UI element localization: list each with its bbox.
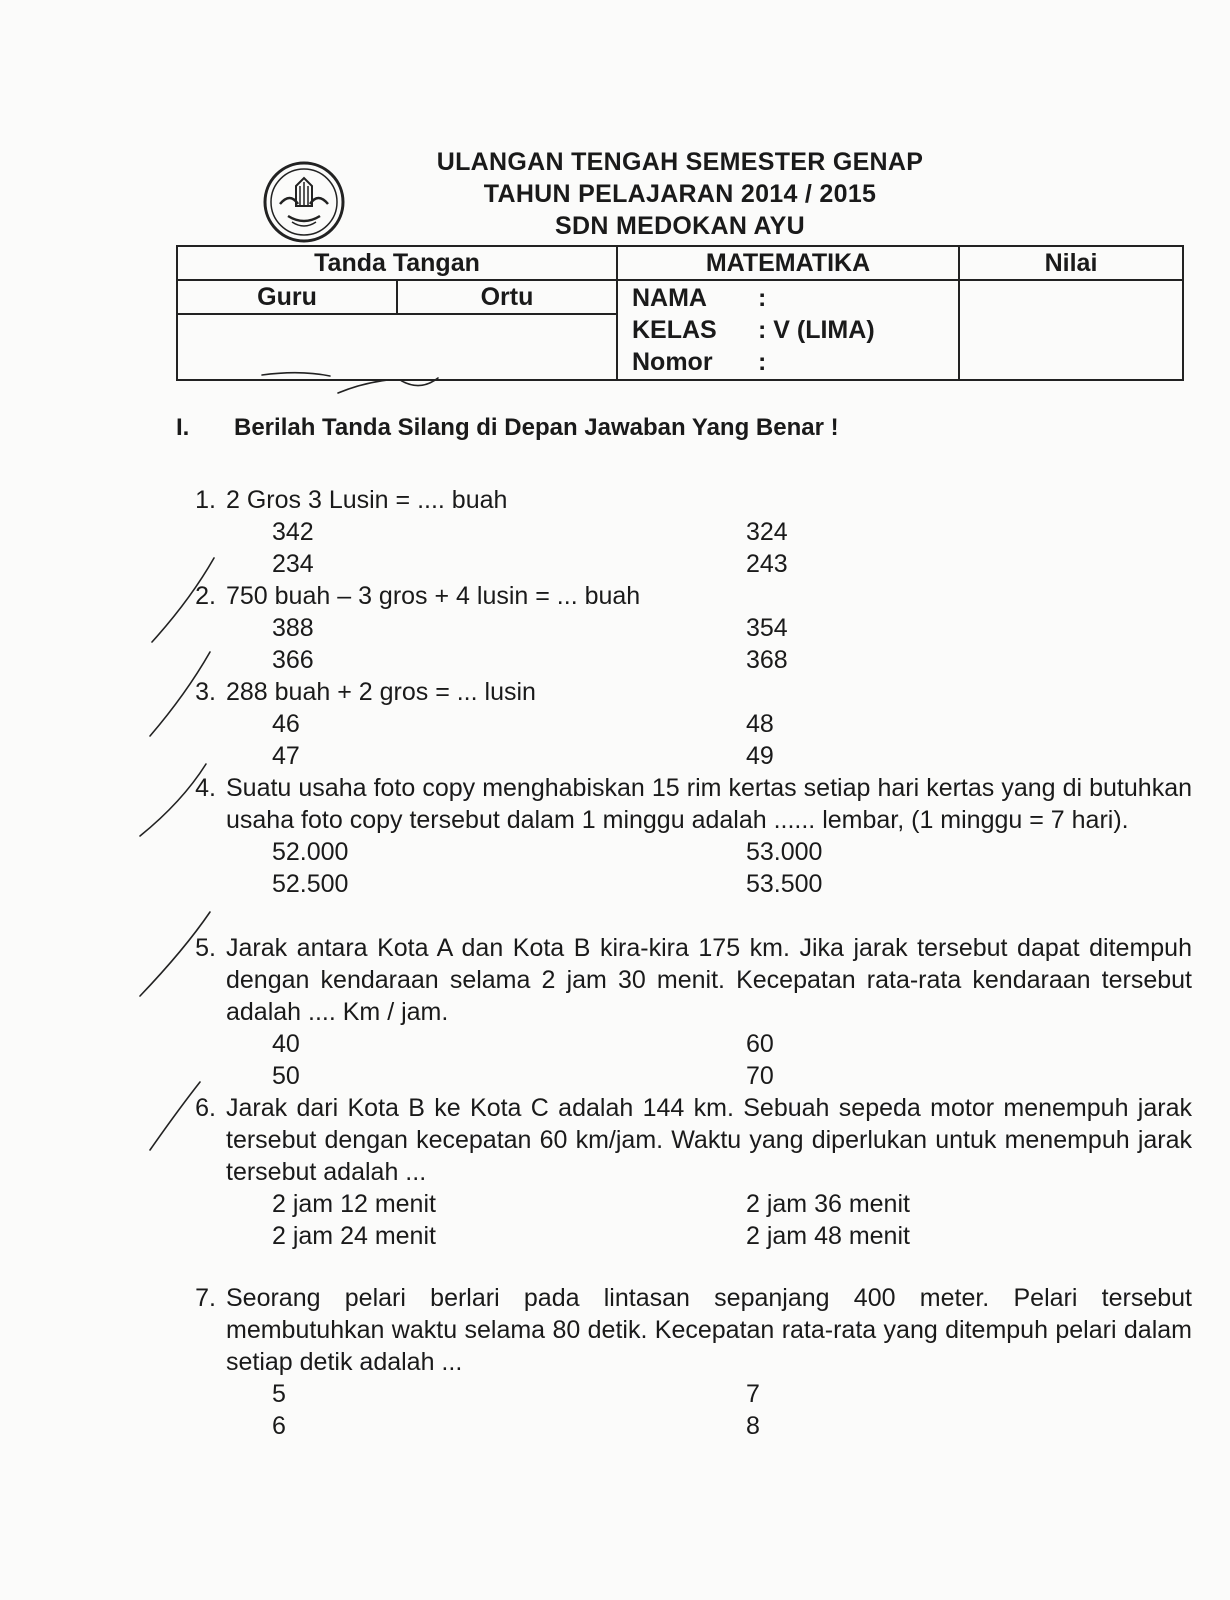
question-4 <box>176 772 1192 900</box>
question-7 <box>176 1282 1192 1442</box>
number-field[interactable]: : <box>758 347 767 376</box>
option[interactable]: 354 <box>746 614 788 642</box>
option[interactable]: 2 jam 12 menit <box>272 1190 436 1218</box>
question-3 <box>176 676 1192 772</box>
class-field[interactable]: : V (LIMA) <box>758 315 875 344</box>
question-1 <box>176 484 1192 580</box>
option[interactable]: 342 <box>272 518 314 546</box>
student-fields <box>617 280 959 380</box>
section-heading <box>176 414 839 442</box>
academic-year: TAHUN PELAJARAN 2014 / 2015 <box>483 180 877 208</box>
option[interactable]: 7 <box>746 1380 760 1408</box>
option[interactable]: 52.500 <box>272 870 349 898</box>
question-text: 288 buah + 2 gros = ... lusin <box>226 678 536 706</box>
exam-title: ULANGAN TENGAH SEMESTER GENAP <box>436 148 924 176</box>
question-text: 2 Gros 3 Lusin = .... buah <box>226 486 508 514</box>
student-info-table <box>176 245 1184 381</box>
question-text: Seorang pelari berlari pada lintasan sepanjang 400 meter. Pelari tersebut membutuhkan waktu selama 80 detik. Kecepatan rata-rata yang ditempuh pelari dalam setiap detik adalah ... <box>226 1284 1192 1376</box>
option[interactable]: 5 <box>272 1380 286 1408</box>
grade-box[interactable] <box>959 280 1183 380</box>
option[interactable]: 366 <box>272 646 314 674</box>
school-name: SDN MEDOKAN AYU <box>555 212 805 240</box>
option[interactable]: 53.000 <box>746 838 823 866</box>
question-2 <box>176 580 1192 676</box>
option[interactable]: 47 <box>272 742 300 770</box>
number-label: Nomor <box>632 347 713 376</box>
option[interactable]: 6 <box>272 1412 286 1440</box>
option[interactable]: 70 <box>746 1062 774 1090</box>
option[interactable]: 60 <box>746 1030 774 1058</box>
question-text: Jarak antara Kota A dan Kota B kira-kira 175 km. Jika jarak tersebut dapat ditempuh dengan kendaraan selama 2 jam 30 menit. Kecepatan rata-rata kendaraan tersebut adalah .... Km / jam. <box>226 934 1192 1026</box>
question-number: 2. <box>195 582 216 610</box>
option[interactable]: 388 <box>272 614 314 642</box>
option[interactable]: 234 <box>272 550 314 578</box>
option[interactable]: 8 <box>746 1412 760 1440</box>
question-text: Jarak dari Kota B ke Kota C adalah 144 km. Sebuah sepeda motor menempuh jarak tersebut dengan kecepatan 60 km/jam. Waktu yang diperlukan untuk menempuh jarak tersebut adalah ... <box>226 1094 1192 1186</box>
question-number: 5. <box>195 934 216 962</box>
question-number: 4. <box>195 774 216 802</box>
option[interactable]: 40 <box>272 1030 300 1058</box>
option[interactable]: 2 jam 24 menit <box>272 1222 436 1250</box>
option[interactable]: 2 jam 36 menit <box>746 1190 910 1218</box>
class-label: KELAS <box>632 315 717 344</box>
option[interactable]: 46 <box>272 710 300 738</box>
signature-box[interactable] <box>177 314 617 380</box>
name-field[interactable]: : <box>758 283 767 312</box>
grade-header: Nilai <box>959 246 1183 280</box>
question-text: Suatu usaha foto copy menghabiskan 15 rim kertas setiap hari kertas yang di butuhkan usaha foto copy tersebut dalam 1 minggu adalah ...... lembar, (1 minggu = 7 hari). <box>226 774 1192 834</box>
option[interactable]: 368 <box>746 646 788 674</box>
pen-stroke <box>338 380 388 393</box>
option[interactable]: 52.000 <box>272 838 349 866</box>
name-label: NAMA <box>632 283 707 312</box>
option[interactable]: 53.500 <box>746 870 823 898</box>
question-number: 6. <box>195 1094 216 1122</box>
question-number: 7. <box>195 1284 216 1312</box>
option[interactable]: 2 jam 48 menit <box>746 1222 910 1250</box>
option[interactable]: 324 <box>746 518 788 546</box>
signature-header: Tanda Tangan <box>177 246 617 280</box>
option[interactable]: 243 <box>746 550 788 578</box>
option[interactable]: 50 <box>272 1062 300 1090</box>
section-instruction: Berilah Tanda Silang di Depan Jawaban Yang Benar ! <box>234 414 839 441</box>
option[interactable]: 49 <box>746 742 774 770</box>
question-5 <box>176 932 1192 1092</box>
parent-signature-label: Ortu <box>397 280 617 314</box>
section-number: I. <box>176 414 190 441</box>
question-number: 1. <box>195 486 216 514</box>
question-number: 3. <box>195 678 216 706</box>
subject-header: MATEMATIKA <box>617 246 959 280</box>
question-text: 750 buah – 3 gros + 4 lusin = ... buah <box>226 582 641 610</box>
question-6 <box>176 1092 1192 1252</box>
option[interactable]: 48 <box>746 710 774 738</box>
teacher-signature-label: Guru <box>177 280 397 314</box>
